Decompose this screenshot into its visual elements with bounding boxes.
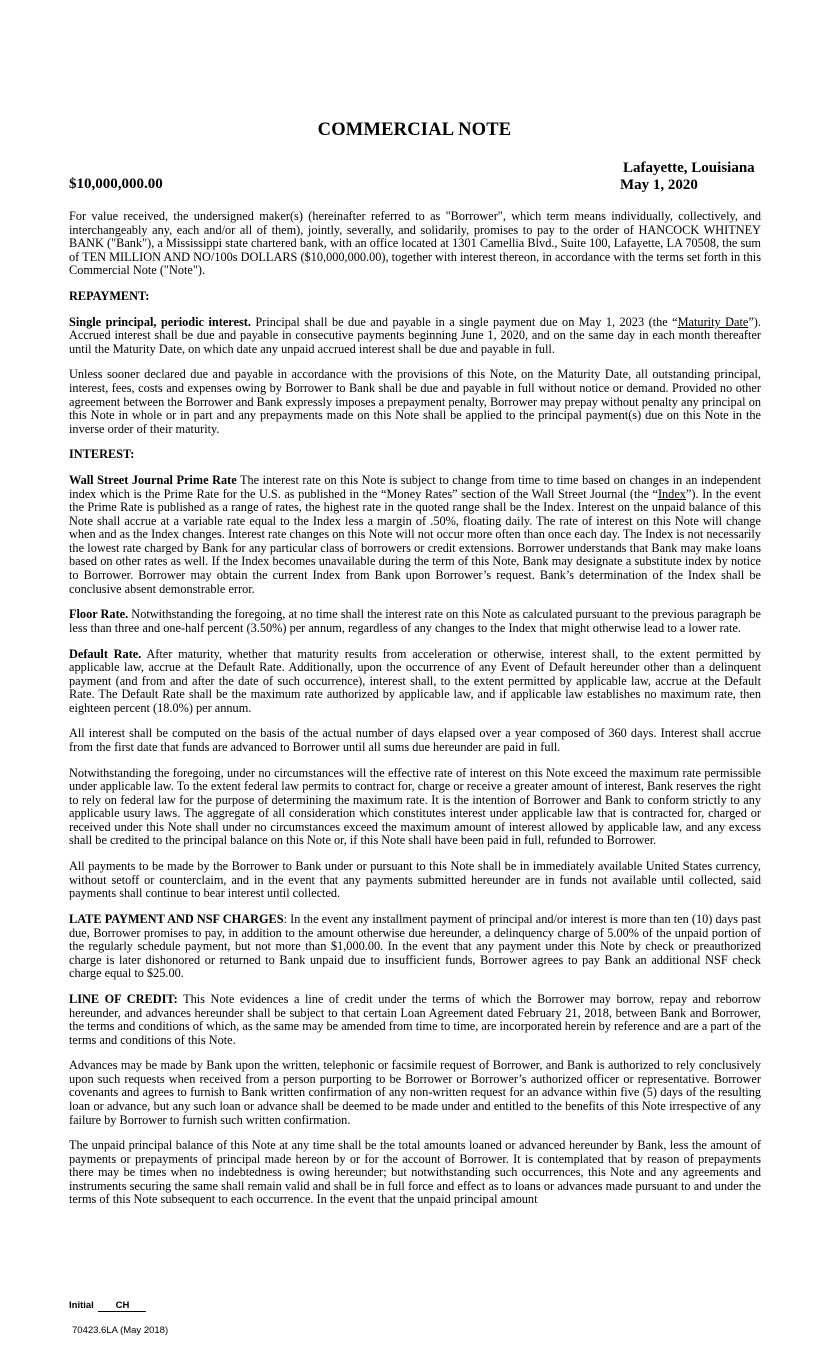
floor-rate-paragraph bbox=[69, 608, 761, 635]
line-of-credit-label: LINE OF CREDIT: bbox=[69, 991, 178, 1006]
initial-label: Initial bbox=[69, 1300, 94, 1311]
note-amount: $10,000,000.00 bbox=[69, 176, 163, 192]
document-body bbox=[69, 210, 761, 1219]
document-title: COMMERCIAL NOTE bbox=[317, 120, 512, 140]
location-date-block bbox=[620, 160, 755, 194]
late-payment-text: : In the event any installment payment of principal and/or interest is more than ten (10) days past due, Borrower promises to pay, in addition to the amount otherwise due hereunder, a delinquency charge of 5.00% of the unpaid portion of the regularly schedule payment, but not more than $1,000.00. In the event that any payment under this Note by check or preauthorized charge is later dishonored or returned to Bank unpaid due to insufficient funds, Borrower agrees to pay Bank an additional NSF check charge equal to $25.00. bbox=[69, 912, 762, 981]
initials-value: CH bbox=[98, 1300, 146, 1312]
line-of-credit-paragraph bbox=[69, 993, 761, 1047]
line-of-credit-text: This Note evidences a line of credit under the terms of which the Borrower may borrow, repay and reborrow hereunder, and advances hereunder shall be subject to that certain Loan Agreement dated February 21, 2018, between Bank and Borrower, the terms and conditions of which, as the same may be amended from time to time, are incorporated herein by reference and are a part of the terms and conditions of this Note. bbox=[69, 991, 761, 1047]
default-rate-text: After maturity, whether that maturity results from acceleration or otherwise, interest shall, to the extent permitted by applicable law, accrue at the Default Rate. Additionally, upon the occurrence of any Event of Default hereunder other than a delinquent payment (and from and after the date of such occurrence), interest shall, to the extent permitted by applicable law, accrue at the Default Rate. The Default Rate shall be the maximum rate authorized by applicable law, and if applicable law establishes no maximum rate, then eighteen percent (18.0%) per annum. bbox=[69, 646, 761, 715]
repayment-single-paragraph bbox=[69, 316, 761, 357]
prime-rate-text-b: ”). In the event the Prime Rate is published as a range of rates, the highest rate in the quoted range shall be the Index. Interest on the unpaid balance of this Note shall accrue at a variable rate equal to the Index less a margin of .50%, floating daily. The rate of interest on this Note will change when and as the Index changes. Interest rate changes on this Note will not occur more often than once each day. The Index is not necessarily the lowest rate charged by Bank for any particular class of borrowers or credit extensions. Borrower understands that Bank may make loans based on other rates as well. If the Index becomes unavailable during the term of this Note, Bank may designate a substitute index by notice to Borrower. Borrower may obtain the current Index from Bank upon Borrower’s request. Bank’s determination of the Index shall be conclusive absent demonstrable error. bbox=[69, 486, 761, 596]
prime-rate-text-a: The interest rate on this Note is subject to change from time to time based on changes in an independent index which is the Prime Rate for the U.S. as published in the “Money Rates” section of the Wall Street Journal (the “ bbox=[69, 473, 762, 501]
payments-paragraph: All payments to be made by the Borrower to Bank under or pursuant to this Note shall be in immediately available United States currency, without setoff or counterclaim, and in the event that any payments submitted hereunder are in funds not available until collected, said payments shall continue to bear interest until collected. bbox=[69, 859, 761, 901]
default-rate-paragraph bbox=[69, 648, 761, 716]
late-payment-paragraph bbox=[69, 913, 761, 981]
note-city: Lafayette, Louisiana bbox=[623, 160, 755, 176]
repayment-maturity-paragraph: Unless sooner declared due and payable in accordance with the provisions of this Note, on the Maturity Date, all outstanding principal, interest, fees, costs and expenses owing by Borrower to Bank shall be due and payable in full without notice or demand. Provided no other agreement between the Borrower and Bank expressly imposes a prepayment penalty, Borrower may prepay without penalty any principal on this Note in whole or in part and any prepayments made on this Note shall be applied to the principal payment(s) due on this Note in the inverse order of their maturity. bbox=[69, 367, 761, 436]
interest-heading: INTEREST: bbox=[69, 447, 135, 462]
index-term: Index bbox=[657, 486, 686, 501]
late-payment-label: LATE PAYMENT AND NSF CHARGES bbox=[69, 912, 284, 927]
single-principal-text-a: Principal shall be due and payable in a single payment due on May 1, 2023 (the “ bbox=[250, 314, 678, 329]
floor-rate-text: Notwithstanding the foregoing, at no time shall the interest rate on this Note as calculated pursuant to the previous paragraph be less than three and one-half percent (3.50%) per annum, regardless of any changes to the Index that might otherwise lead to a lower rate. bbox=[69, 607, 761, 635]
interest-computation-paragraph: All interest shall be computed on the basis of the actual number of days elapsed over a year composed of 360 days. Interest shall accrue from the first date that funds are advanced to Borrower until all sums due hereunder are paid in full. bbox=[69, 726, 761, 754]
initial-field bbox=[69, 1300, 146, 1312]
repayment-heading: REPAYMENT: bbox=[69, 288, 150, 303]
unpaid-balance-paragraph: The unpaid principal balance of this Note at any time shall be the total amounts loaned or advanced hereunder by Bank, less the amount of payments or prepayments of principal made hereon by or for the account of Borrower. It is contemplated that by reason of prepayments there may be times when no indebtedness is owing hereunder; but notwithstanding such occurrences, this Note and any agreements and instruments securing the same shall remain valid and shall be in full force and effect as to loans or advances made pursuant to and under the terms of this Note subsequent to each occurrence. In the event that the unpaid principal amount bbox=[69, 1138, 761, 1207]
prime-rate-label: Wall Street Journal Prime Rate bbox=[69, 473, 237, 488]
maturity-date-term: Maturity Date bbox=[677, 314, 749, 329]
floor-rate-label: Floor Rate. bbox=[69, 607, 129, 622]
single-principal-label: Single principal, periodic interest. bbox=[69, 314, 251, 329]
default-rate-label: Default Rate. bbox=[69, 646, 142, 661]
form-number: 70423.6LA (May 2018) bbox=[72, 1325, 169, 1336]
note-date: May 1, 2020 bbox=[620, 177, 698, 193]
usury-paragraph: Notwithstanding the foregoing, under no circumstances will the effective rate of interest on this Note exceed the maximum rate permissible under applicable law. To the extent federal law permits to contract for, charge or receive a greater amount of interest, Bank reserves the right to rely on federal law for the purpose of determining the maximum rate. It is the intention of Borrower and Bank to conform strictly to any applicable usury laws. The aggregate of all consideration which constitutes interest under applicable law that is contracted for, charged or received under this Note shall under no circumstances exceed the maximum amount of interest allowed by applicable law, and any excess shall be credited to the principal balance on this Note or, if this Note shall have been paid in full, refunded to Borrower. bbox=[69, 765, 761, 848]
advances-paragraph: Advances may be made by Bank upon the written, telephonic or facsimile request of Borrower, and Bank is authorized to rely conclusively upon such requests when received from a person purporting to be Borrower or Borrower’s authorized officer or representative. Borrower covenants and agrees to furnish to Bank written confirmation of any non-written request for an advance within five (5) days of the resulting loan or advance, but any such loan or advance shall be deemed to be made under and entitled to the benefits of this Note irrespective of any failure by Borrower to furnish such written confirmation. bbox=[69, 1058, 761, 1127]
intro-paragraph: For value received, the undersigned maker(s) (hereinafter referred to as "Borrower", which term means individually, collectively, and interchangeably any, each and/or all of them), jointly, severally, and solidarily, promises to pay to the order of HANCOCK WHITNEY BANK ("Bank"), a Mississippi state chartered bank, with an office located at 1301 Camellia Blvd., Suite 100, Lafayette, LA 70508, the sum of TEN MILLION AND NO/100s DOLLARS ($10,000,000.00), together with interest thereon, in accordance with the terms set forth in this Commercial Note ("Note"). bbox=[69, 209, 761, 278]
prime-rate-paragraph bbox=[69, 474, 761, 596]
single-principal-text-b: ”). Accrued interest shall be due and payable in consecutive payments beginning June 1, 2020, and on the same day in each month thereafter until the Maturity Date, on which date any unpaid accrued interest shall be due and payable in full. bbox=[69, 314, 761, 356]
